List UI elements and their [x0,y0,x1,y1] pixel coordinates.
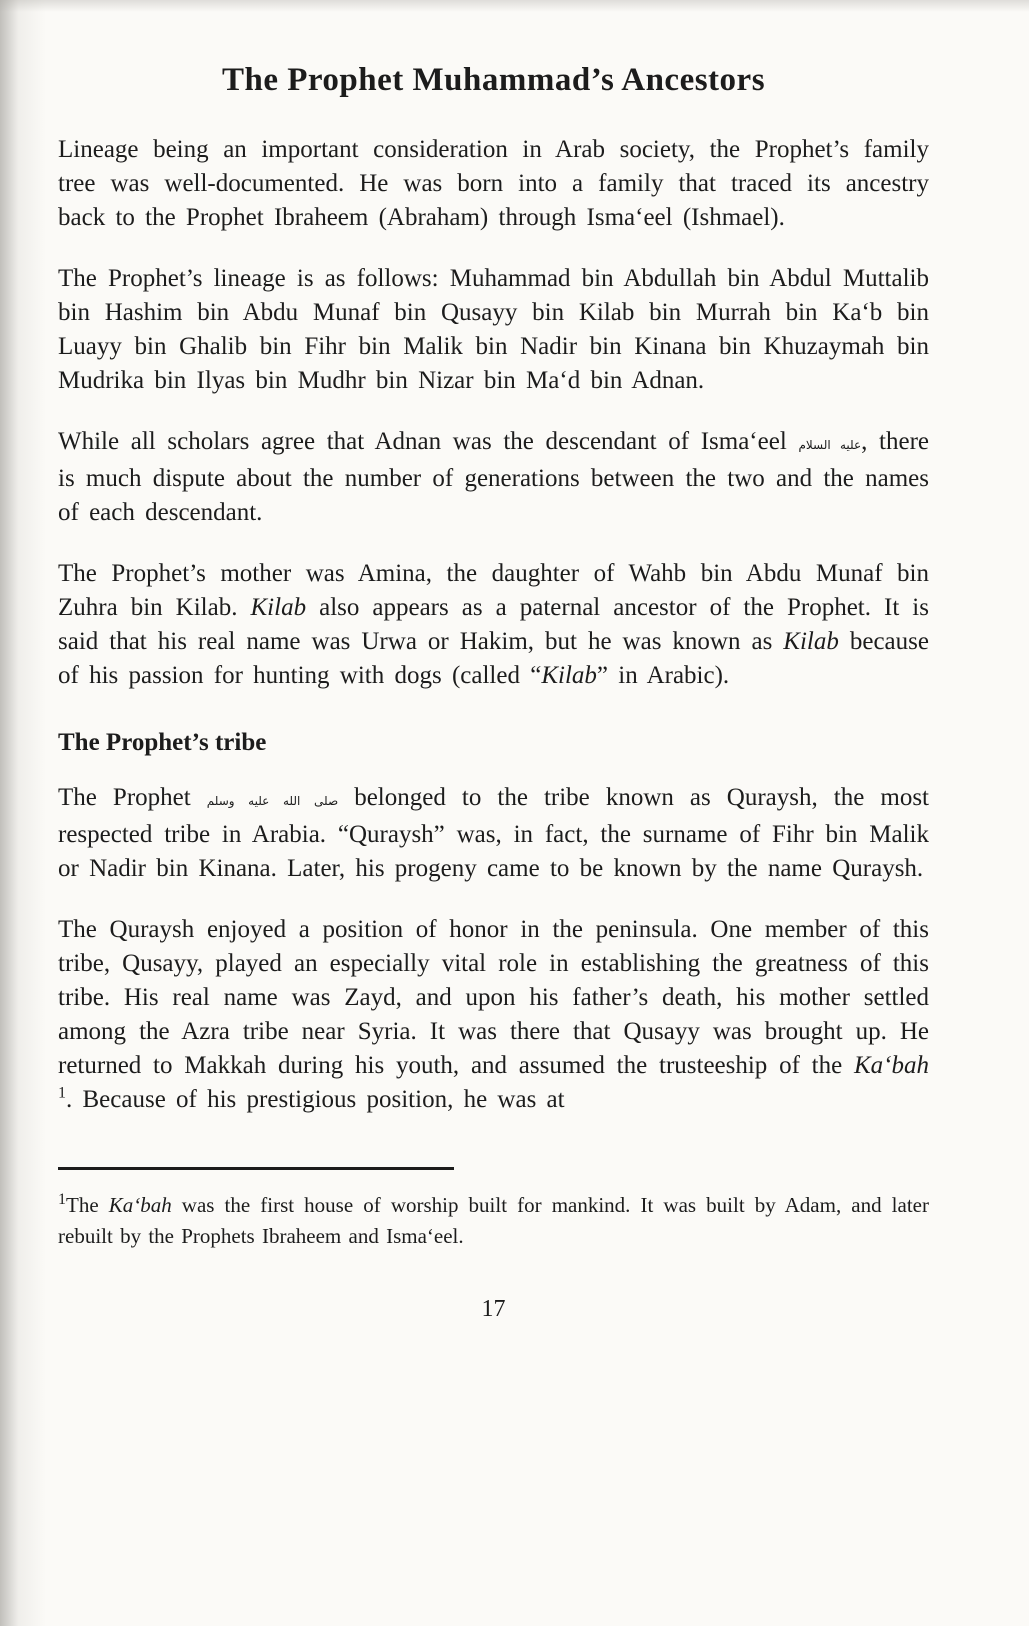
paragraph-qusayy [58,913,929,1117]
page-number: 17 [481,1296,506,1322]
paragraph-lineage-intro: Lineage being an important consideration in Arab society, the Prophet’s family tree was well-documented. He was born into a family that traced its ancestry back to the Prophet Ibraheem (Abraham) through Isma‘eel (Ishmael). [58,136,929,231]
footnote-number: 1 [58,1191,66,1208]
text-segment: The [66,1193,109,1217]
page-title: The Prophet Muhammad’s Ancestors [221,62,766,98]
text-segment: While all scholars agree that Adnan was the descendant of Isma‘eel [58,428,799,455]
text-segment: The Quraysh enjoyed a position of honor in the peninsula. One member of this tribe, Qusayy, played an especially vital role in establishing the greatness of this tribe. His real name was Zayd, and upon his father’s death, his mother settled among the Azra tribe near Syria. It was there that Qusayy was brought up. He returned to Makkah during his youth, and assumed the trusteeship of the [58,916,929,1079]
sallallahu-alayhi-wasallam-honorific: صلى الله عليه وسلم [206,794,339,808]
italic-term: Ka‘bah [108,1193,172,1217]
italic-term: Kilab [250,594,307,621]
text-segment: . Because of his prestigious position, he was at [66,1086,565,1113]
footnote-reference-marker: 1 [58,1084,66,1102]
paragraph-prophets-mother [58,557,929,693]
footnote-divider [58,1167,454,1170]
italic-term: Kilab [783,628,839,655]
text-segment: also appears as a paternal ancestor of the Prophet. It is said that his real name was Urwa or Hakim, but he was known as [58,594,929,655]
paragraph-lineage-chain: The Prophet’s lineage is as follows: Muhammad bin Abdullah bin Abdul Muttalib bin Hashim bin Abdu Munaf bin Qusayy bin Kilab bin Murrah bin Ka‘b bin Luayy bin Ghalib bin Fihr bin Malik bin Nadir bin Kinana bin Khuzaymah bin Mudrika bin Ilyas bin Mudhr bin Nizar bin Ma‘d bin Adnan. [58,265,929,394]
text-segment: , there is much dispute about the number of generations between the two and the names of each descendant. [58,428,930,526]
text-segment: ” in Arabic). [596,662,730,689]
text-segment: The Prophet’s mother was Amina, the daughter of Wahb bin Abdu Munaf bin Zuhra bin Kilab. [58,560,929,621]
text-segment: was the first house of worship built for mankind. It was built by Adam, and later rebuilt by the Prophets Ibraheem and Isma‘eel. [58,1193,929,1248]
alayhis-salam-honorific: عليه السلام [798,438,862,452]
italic-term: Kilab [541,662,597,689]
text-segment: The Prophet [58,784,207,811]
text-segment: because of his passion for hunting with dogs (called “ [58,628,929,689]
italic-term: Ka‘bah [854,1052,929,1079]
section-subheading: The Prophet’s tribe [58,729,267,756]
text-segment: belonged to the tribe known as Quraysh, the most respected tribe in Arabia. “Quraysh” was, in fact, the surname of Fihr bin Malik or Nadir bin Kinana. Later, his progeny came to be known by the name Quraysh. [58,784,930,882]
footnote-text [58,1190,929,1252]
paragraph-quraysh-tribe [58,781,929,886]
paragraph-scholars-dispute [58,425,929,530]
